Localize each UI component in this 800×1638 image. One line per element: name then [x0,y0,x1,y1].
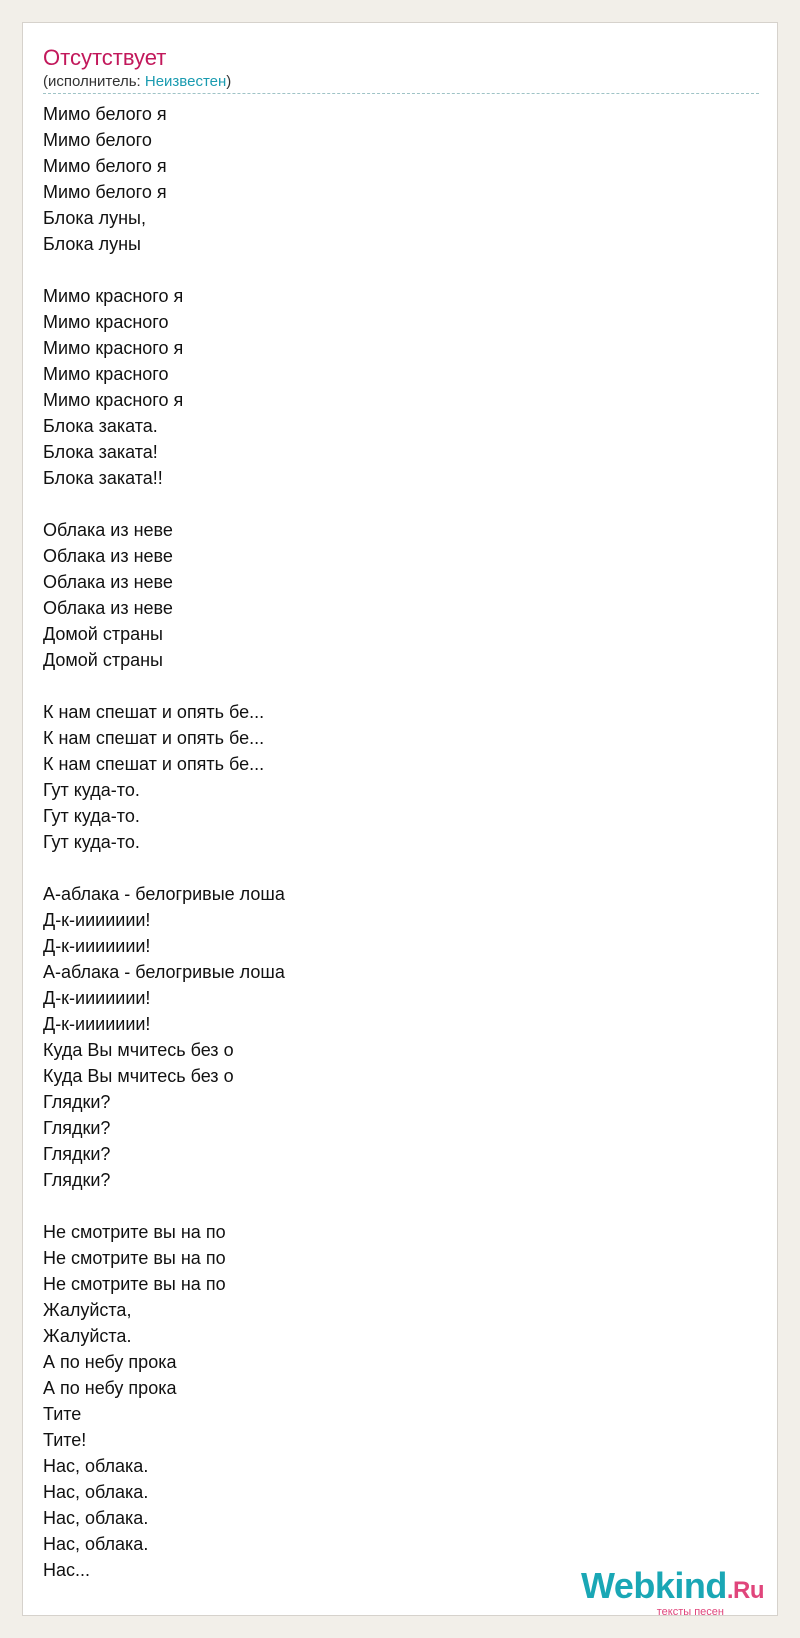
lyric-line: Мимо красного я [43,286,184,306]
lyric-line: А-аблака - белогривые лоша [43,884,285,904]
lyric-blank-line [43,257,743,283]
lyric-line: Д-к-иииииии! [43,1014,151,1034]
lyric-line: Мимо красного я [43,338,184,358]
lyric-line: Не смотрите вы на по [43,1274,226,1294]
lyric-line: Не смотрите вы на по [43,1222,226,1242]
lyric-line: Нас, облака. [43,1482,149,1502]
site-watermark [581,1567,764,1618]
watermark-logo [581,1567,764,1610]
watermark-brand: Webkind [580,1565,727,1606]
lyric-line: А по небу прока [43,1378,177,1398]
lyrics-card [22,22,778,1616]
lyric-line: Д-к-иииииии! [43,936,151,956]
lyric-line: Блока луны [43,234,141,254]
lyric-line: Блока луны, [43,208,146,228]
lyric-line: Д-к-иииииии! [43,988,151,1008]
lyric-line: Мимо белого я [43,182,167,202]
lyric-line: Нас, облака. [43,1508,149,1528]
lyric-line: Блока заката! [43,442,158,462]
lyric-line: К нам спешат и опять бе... [43,728,265,748]
lyric-line: Облака из неве [43,572,173,592]
lyric-line: Глядки? [43,1118,111,1138]
lyric-line: Мимо белого [43,130,152,150]
song-title: Отсутствует [43,45,167,70]
lyric-blank-line [43,855,743,881]
lyric-blank-line [43,491,743,517]
lyric-line: Мимо белого я [43,156,167,176]
lyric-line: Глядки? [43,1170,111,1190]
watermark-tld: .Ru [726,1577,764,1604]
artist-prefix: (исполнитель: [43,73,145,90]
artist-line [43,73,231,91]
lyric-line: Жалуйста. [43,1326,132,1346]
lyric-line: Домой страны [43,624,163,644]
lyric-line: Д-к-иииииии! [43,910,151,930]
lyric-line: Гут куда-то. [43,832,140,852]
lyric-line: Куда Вы мчитесь без о [43,1040,234,1060]
lyric-line: Мимо красного я [43,390,184,410]
artist-link[interactable]: Неизвестен [144,73,227,90]
watermark-tagline: тексты песен [656,1606,724,1618]
lyric-line: Мимо красного [43,364,169,384]
lyric-line: К нам спешат и опять бе... [43,702,265,722]
lyric-line: А-аблака - белогривые лоша [43,962,285,982]
lyric-blank-line [43,673,743,699]
lyric-line: Облака из неве [43,598,173,618]
lyric-line: Облака из неве [43,520,173,540]
lyric-line: А по небу прока [43,1352,177,1372]
lyric-line: Нас... [43,1560,91,1580]
lyric-line: Куда Вы мчитесь без о [43,1066,234,1086]
lyric-blank-line [43,1193,743,1219]
artist-suffix: ) [226,73,232,90]
lyric-line: Нас, облака. [43,1534,149,1554]
lyric-line: Глядки? [43,1092,111,1112]
header-divider [43,93,759,94]
lyrics-body [43,101,743,1583]
lyric-line: К нам спешат и опять бе... [43,754,265,774]
lyric-line: Блока заката!! [43,468,163,488]
lyric-line: Домой страны [43,650,163,670]
lyric-line: Облака из неве [43,546,173,566]
lyric-line: Тите [43,1404,82,1424]
lyric-line: Гут куда-то. [43,780,140,800]
lyric-line: Тите! [43,1430,87,1450]
lyric-line: Гут куда-то. [43,806,140,826]
lyric-line: Блока заката. [43,416,158,436]
lyric-line: Не смотрите вы на по [43,1248,226,1268]
lyric-line: Мимо красного [43,312,169,332]
lyric-line: Нас, облака. [43,1456,149,1476]
lyric-line: Жалуйста, [43,1300,132,1320]
lyric-line: Мимо белого я [43,104,167,124]
lyric-line: Глядки? [43,1144,111,1164]
